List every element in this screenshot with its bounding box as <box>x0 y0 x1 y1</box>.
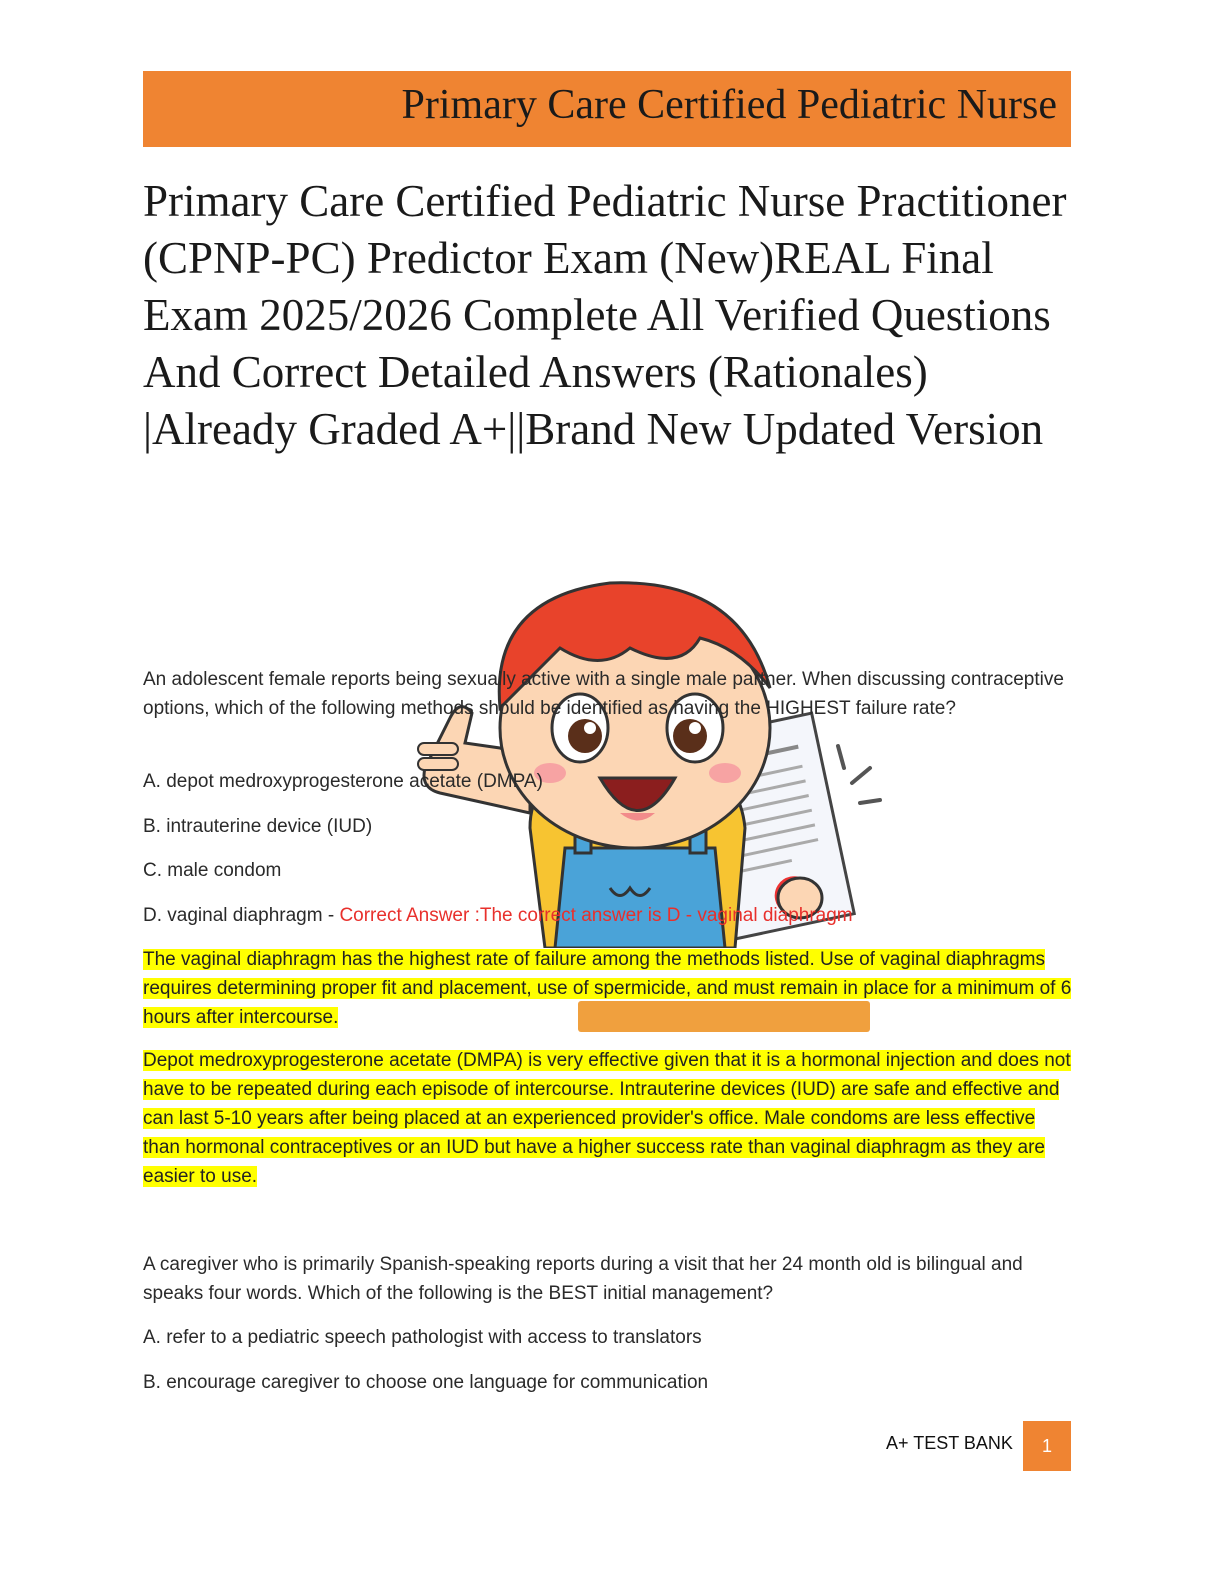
rationale-2 <box>143 1046 1073 1191</box>
question-2-stem: A caregiver who is primarily Spanish-speaking reports during a visit that her 24 month old is bilingual and speaks four words. Which of the following is the BEST initial management? <box>143 1254 1023 1304</box>
question-1-option-c: C. male condom <box>143 860 282 881</box>
question-2-option-b: B. encourage caregiver to choose one language for communication <box>143 1372 709 1393</box>
rationale-2-text: Depot medroxyprogesterone acetate (DMPA) is very effective given that it is a hormonal injection and does not have to be repeated during each episode of intercourse. Intrauterine devices (IUD) are safe and effective and can last 5-10 years after being placed at an experienced provider's office. Male condoms are less effective than hormonal contraceptives or an IUD but have a higher success rate than vaginal diaphragm as they are easier to use. <box>143 1050 1071 1187</box>
question-2-option-a: A. refer to a pediatric speech pathologist with access to translators <box>143 1327 702 1348</box>
question-1-stem: An adolescent female reports being sexually active with a single male partner. When discussing contraceptive options, which of the following methods should be identified as having the HIGHEST failure rate? <box>143 669 1064 719</box>
question-1-option-a: A. depot medroxyprogesterone acetate (DMPA) <box>143 771 543 792</box>
page-number: 1 <box>1023 1421 1071 1471</box>
header-title: Primary Care Certified Pediatric Nurse <box>401 82 1057 128</box>
header-banner <box>143 71 1071 147</box>
document-title: Primary Care Certified Pediatric Nurse Practitioner (CPNP-PC) Predictor Exam (New)REAL Final Exam 2025/2026 Complete All Verified Questions And Correct Detailed Answers (Rationales) |Already Graded A+||Brand New Updated Version <box>143 176 1067 454</box>
rationale-1 <box>143 945 1073 1032</box>
rationale-1-text: The vaginal diaphragm has the highest rate of failure among the methods listed. Use of vaginal diaphragms requires determining proper fit and placement, use of spermicide, and must remain in place for a minimum of 6 hours after intercourse. <box>143 949 1072 1028</box>
option-d-text: D. vaginal diaphragm - <box>143 905 340 926</box>
footer-label: A+ TEST BANK <box>886 1433 1013 1453</box>
correct-answer: Correct Answer :The correct answer is D - vaginal diaphragm <box>339 905 853 926</box>
child-mascot-icon <box>380 578 900 948</box>
question-1-option-b: B. intrauterine device (IUD) <box>143 816 373 837</box>
question-1-option-d <box>143 901 853 930</box>
